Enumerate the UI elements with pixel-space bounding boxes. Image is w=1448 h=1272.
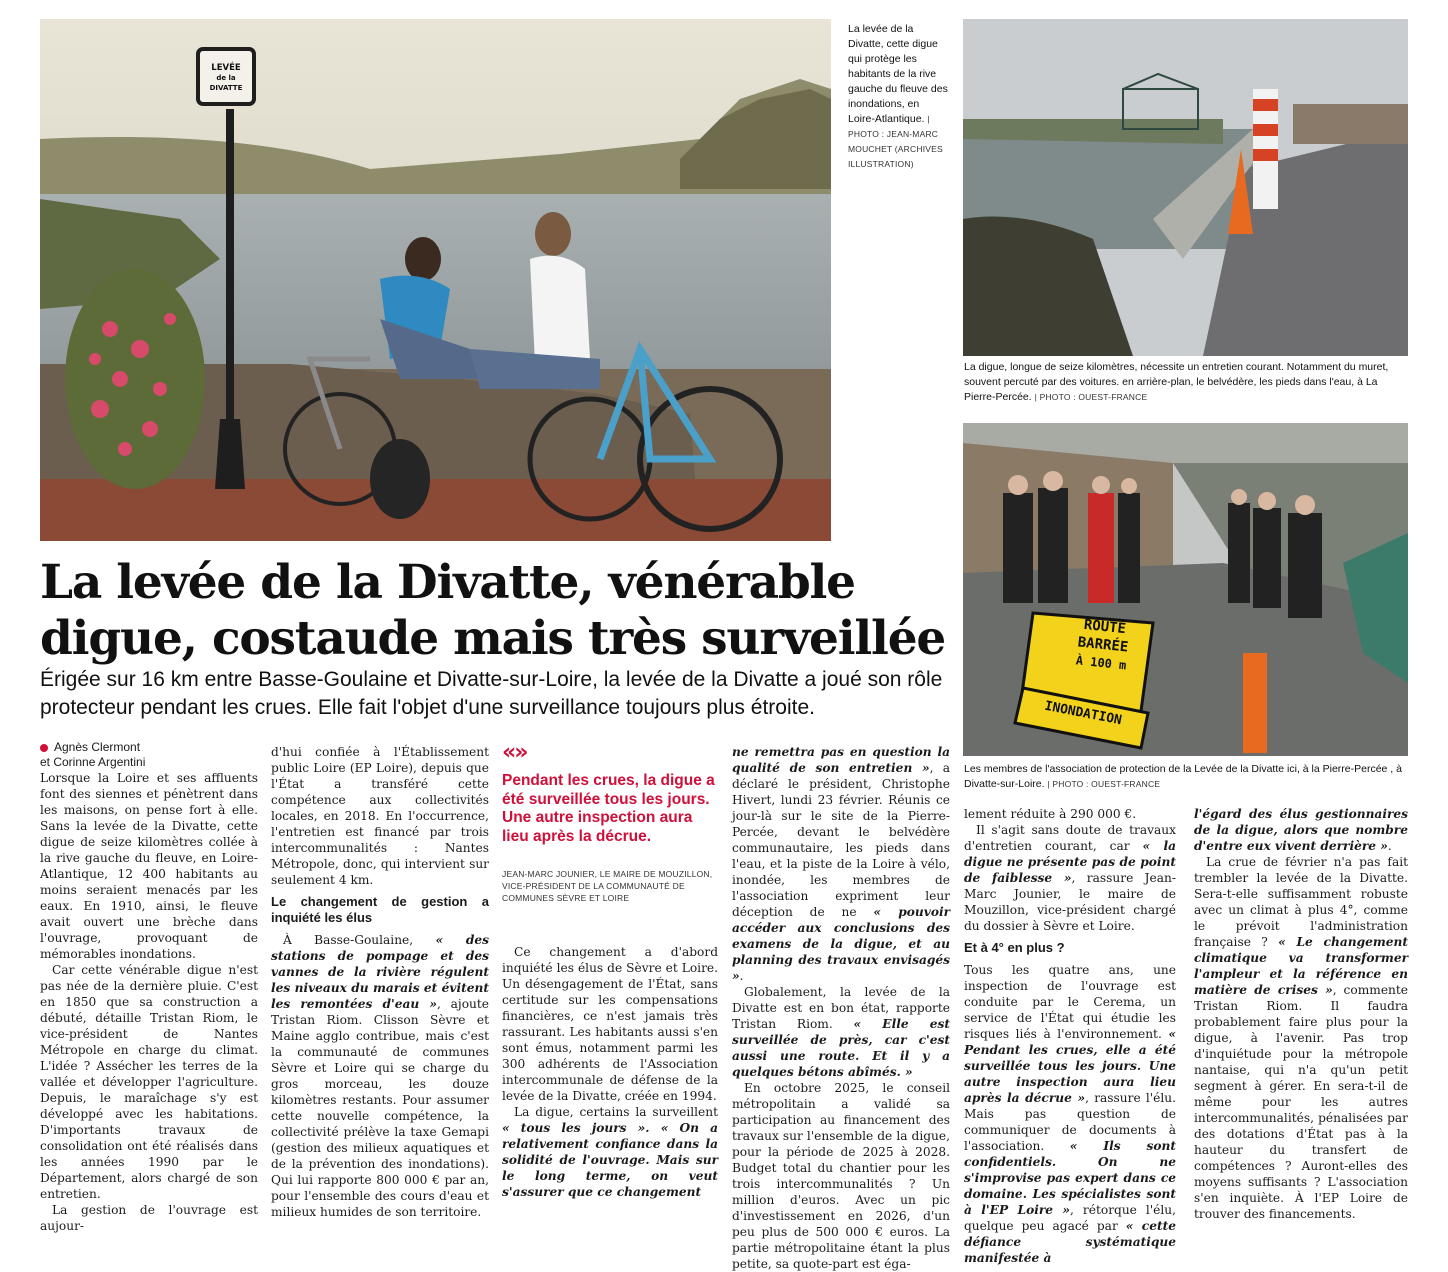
article-column-6: [1194, 806, 1408, 1222]
paragraph: d'hui confiée à l'Établissement public Loire (EP Loire), depuis que l'État a transféré cette compétence aux collectivités locales, en 2018. En l'occurrence, l'entretien est financé par trois intercommunalités : Nantes Métropole, donc, qui intervient sur seulement 4 km.: [271, 745, 489, 887]
quote-mark-icon: «»: [502, 740, 527, 765]
paragraph: lement réduite à 290 000 €.: [964, 807, 1137, 821]
article-column-2: [271, 744, 489, 1220]
paragraph: La gestion de l'ouvrage est aujour-: [40, 1203, 258, 1233]
standfirst: Érigée sur 16 km entre Basse-Goulaine et Divatte-sur-Loire, la levée de la Divatte a joué son rôle protecteur pendant les crues. Elle fait l'objet d'une surveillance toujours plus étroite.: [40, 668, 943, 719]
subhead: Le changement de gestion a inquiété les élus: [271, 894, 489, 925]
byline-author-1: Agnès Clermont: [54, 740, 141, 754]
levee-photo-caption: La digue, longue de seize kilomètres, nécessite un entretien courant. Notamment du muret, souvent percuté par des voitures. en arrière-plan, le belvédère, les pieds dans l'eau, à La Pierre-Percée. | PHOTO : OUEST-FRANCE: [964, 361, 1389, 403]
association-photo: [963, 423, 1408, 756]
article-column-5: [964, 806, 1176, 1266]
paragraph: Il s'agit sans doute de travaux d'entretien courant, car « la digue ne présente pas de point de faiblesse », rassure Jean-Marc Jounier, le maire de Mouzillon, vice-président chargé du dossier à Sèvre et Loire.: [964, 823, 1177, 933]
paragraph: ne remettra pas en question la qualité de son entretien », a déclaré le président, Christophe Hivert, lundi 23 février. Réunis ce jour-là sur le site de la Pierre-Percée, devant le belvédère communautaire, les pieds dans l'eau, et la piste de la Loire à vélo, inondée, les membres de l'association expriment leur déception de ne « pouvoir accéder aux conclusions des examens de la digue, et au planning des travaux envisagés ».: [732, 745, 951, 983]
paragraph: Tous les quatre ans, une inspection de l'ouvrage est conduite par le Cerema, un service de l'État qui étudie les risques liés à l'environnement. « Pendant les crues, elle a été surveillée tous les jours. Une autre inspection aura lieu après la décrue », rassure l'élu. Mais pas question de communiquer de documents à l'association. « Ils sont confidentiels. On ne s'improvise pas expert dans ce domaine. Les spécialistes sont à l'EP Loire », rétorque l'élu, quelque peu agacé par « cette défiance systématique manifestée à: [964, 963, 1177, 1265]
paragraph: La crue de février n'a pas fait trembler la levée de la Divatte. Sera-t-elle suffisamment robuste avec un climat à plus 4°, comme le prévoit l'administration française ? « Le changement climatique va transformer l'ampleur et la référence en matière de crises », commente Tristan Riom. Il faudra probablement faire plus pour la digue, à l'avenir. Pas trop d'inquiétude pour la métropole nantaise, qui n'a qu'un petit segment à gérer. En sera-t-il de même pour les autres intercommunalités, pénalisées par des dotations d'État pas à la hauteur du transfert de compétences ? Auront-elles des moyens suffisants ? L'association s'en inquiète. À l'EP Loire de trouver des financements.: [1194, 855, 1408, 1221]
article-column-3: [502, 944, 718, 1200]
association-photo-caption: Les membres de l'association de protection de la Levée de la Divatte ici, à la Pierre-Percée , à Divatte-sur-Loire. | PHOTO : OUEST-FRANCE: [964, 763, 1402, 790]
paragraph: l'égard des élus gestionnaires de la digue, alors que nombre d'entre eux vivent derrière ».: [1194, 807, 1408, 853]
headline: La levée de la Divatte, vénérable digue, costaude mais très surveillée: [40, 555, 946, 666]
paragraph: Lorsque la Loire et ses affluents font des siennes et pénètrent dans les maisons, on pense fort à elle. Sans la levée de la Divatte, cette digue de seize kilomètres collée à la rive gauche du fleuve, en Loire-Atlantique, 12 400 habitants au moins seraient menacés par les eaux. En 1910, ainsi, le fleuve avait ouvert une brèche dans l'ouvrage, provoquant de mémorables inondations.: [40, 771, 258, 961]
levee-photo: [963, 19, 1408, 356]
main-photo-caption: La levée de la Divatte, cette digue qui protège les habitants de la rive gauche du fleuve des inondations, en Loire-Atlantique. | PHOTO : JEAN-MARC MOUCHET (ARCHIVES ILLUSTRATION): [848, 23, 948, 169]
subhead: Et à 4° en plus ?: [964, 940, 1065, 955]
byline-author-2: et Corinne Argentini: [40, 755, 146, 769]
paragraph: En octobre 2025, le conseil métropolitain a validé sa participation au financement des travaux sur l'ensemble de la digue, pour la période de 2025 à 2028. Budget total du chantier pour les trois intercommunalités ? Un million d'euros. Avec un pic d'investissement en 2026, d'un peu plus de 500 000 € euros. La partie métropolitaine étant la plus petite, sa quote-part est éga-: [732, 1081, 950, 1271]
byline: [40, 740, 258, 770]
road-barree-sign: ROUTE BARRÉE À 100 m: [1075, 616, 1129, 673]
article-column-1: [40, 740, 258, 1234]
main-photo: [40, 19, 831, 541]
paragraph: Globalement, la levée de la Divatte est en bon état, rapporte Tristan Riom. « Elle est surveillée de près, car c'est aussi une route. Et il y a quelques bétons abîmés. »: [732, 985, 950, 1079]
article-column-4: [732, 744, 950, 1272]
pull-quote-attribution: JEAN-MARC JOUNIER, LE MAIRE DE MOUZILLON, VICE-PRÉSIDENT DE LA COMMUNAUTÉ DE COMMUNES SÈVRE ET LOIRE: [502, 869, 713, 903]
paragraph: À Basse-Goulaine, « des stations de pompage et des vannes de la rivière régulent les niveaux du marais et évitent les remontées d'eau », ajoute Tristan Riom. Clisson Sèvre et Maine agglo contribue, mais c'est la communauté de communes Sèvre et Loire qui se charge du gros morceau, les douze kilomètres restants. Pour assumer cette nouvelle compétence, la collectivité prélève la taxe Gemapi (gestion des milieux aquatiques et de la prévention des inondations). Qui lui rapporte 800 000 € par an, pour l'ensemble des cours d'eau et milieux humides de son territoire.: [271, 933, 489, 1219]
pull-quote: Pendant les crues, la digue a été surveillée tous les jours. Une autre inspection aura lieu après la décrue.: [502, 772, 715, 845]
paragraph: Car cette vénérable digue n'est pas née de la dernière pluie. C'est en 1850 que sa construction a débuté, détaille Tristan Riom, le vice-président de Nantes Métropole en charge du climat. L'idée ? Assécher les terres de la vallée et développer l'agriculture. Depuis, le maraîchage s'y est développé avec les habitations. D'importants travaux de consolidation ont été réalisés dans les années 1990 par le Département, alors chargé de son entretien.: [40, 963, 258, 1201]
street-sign-text: LEVÉE de la DIVATTE: [209, 63, 243, 92]
paragraph: Ce changement a d'abord inquiété les élus de Sèvre et Loire. Un désengagement de l'État, sans certitude sur les compensations financières, ce n'est jamais très rassurant. Les habitants aussi s'en sont émus, notamment parmi les 300 adhérents de l'Association intercommunale de défense de la levée de la Divatte, créée en 1994.: [502, 945, 718, 1103]
byline-dot: [40, 744, 48, 752]
paragraph: La digue, certains la surveillent « tous les jours ». « On a relativement confiance dans la solidité de l'ouvrage. Mais sur le long terme, on veut s'assurer que ce changement: [502, 1105, 718, 1199]
inondation-sign: INONDATION: [1043, 698, 1123, 729]
